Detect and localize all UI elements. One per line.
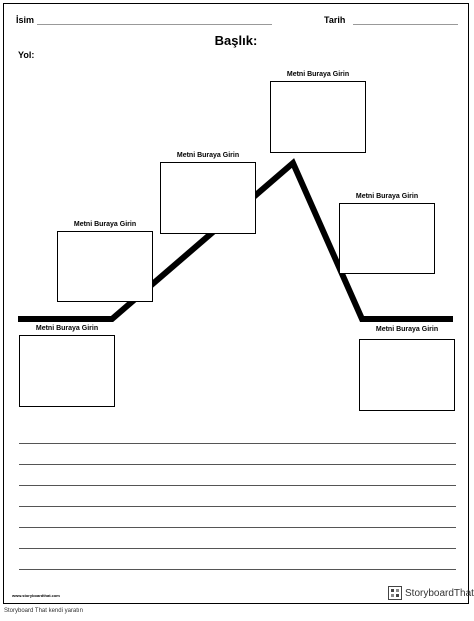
writing-line bbox=[19, 485, 456, 486]
storyboardthat-logo bbox=[388, 586, 474, 600]
text-box[interactable] bbox=[270, 81, 366, 153]
storyboardthat-url: www.storyboardthat.com bbox=[12, 593, 60, 598]
writing-line bbox=[19, 443, 456, 444]
text-box[interactable] bbox=[339, 203, 435, 274]
subtitle: Yol: bbox=[18, 50, 35, 60]
page-title: Başlık: bbox=[214, 33, 258, 48]
text-box[interactable] bbox=[57, 231, 153, 302]
box-label: Metni Buraya Girin bbox=[176, 152, 240, 159]
plot-line-diagram bbox=[4, 4, 470, 605]
text-box[interactable] bbox=[359, 339, 455, 411]
text-box[interactable] bbox=[160, 162, 256, 234]
logo-icon bbox=[388, 586, 402, 600]
worksheet bbox=[3, 3, 474, 604]
logo-text: StoryboardThat bbox=[405, 587, 474, 599]
writing-line bbox=[19, 464, 456, 465]
name-label: İsim bbox=[16, 15, 35, 25]
text-box[interactable] bbox=[19, 335, 115, 407]
footer-caption: Storyboard That kendi yaratın bbox=[4, 608, 83, 614]
box-label: Metni Buraya Girin bbox=[35, 325, 99, 332]
writing-line bbox=[19, 569, 456, 570]
writing-line bbox=[19, 527, 456, 528]
writing-line bbox=[19, 506, 456, 507]
box-label: Metni Buraya Girin bbox=[286, 71, 350, 78]
box-label: Metni Buraya Girin bbox=[355, 193, 419, 200]
box-label: Metni Buraya Girin bbox=[375, 326, 439, 333]
box-label: Metni Buraya Girin bbox=[73, 221, 137, 228]
writing-line bbox=[19, 548, 456, 549]
date-label: Tarih bbox=[324, 15, 346, 25]
